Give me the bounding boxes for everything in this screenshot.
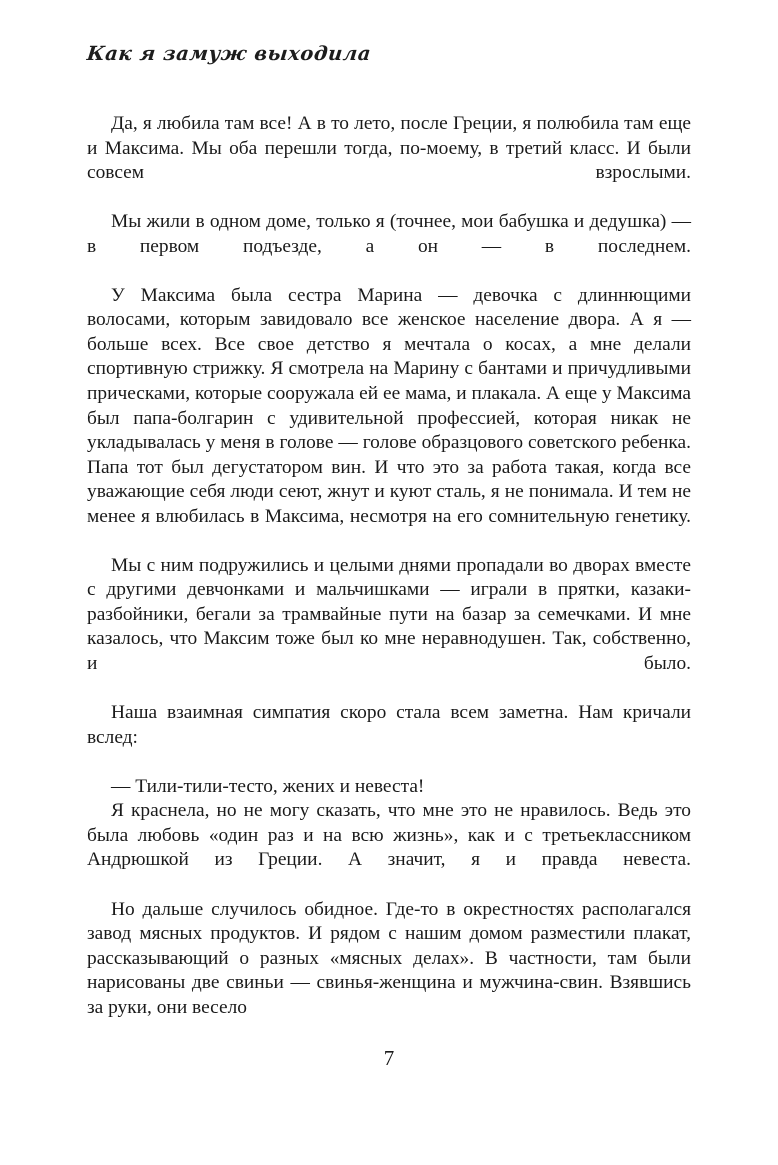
paragraph: Да, я любила там все! А в то лето, после Греции, я полюбила там еще и Максима. Мы оба перешли тогда, по-моему, в третий класс. И были совсем взрослыми. xyxy=(87,113,691,184)
paragraph: Мы с ним подружились и целыми днями пропадали во дворах вместе с другими девчонками и мальчишками — играли в прятки, казаки-разбойники, бегали за трамвайные пути на базар за семечками. И мне казалось, что Максим тоже был ко мне неравнодушен. Так, собственно, и было. xyxy=(87,554,691,675)
page-number: 7 xyxy=(383,1046,395,1070)
dialogue-line: — Тили-тили-тесто, жених и невеста! xyxy=(111,775,425,797)
paragraph: Но дальше случилось обидное. Где-то в окрестностях располагался завод мясных продуктов. И рядом с нашим домом разместили плакат, рассказывающий о разных «мясных делах». В частности, там были нарисованы две свиньи — свинья-женщина и мужчина-свин. Взявшись за руки, они весело xyxy=(87,898,691,1018)
paragraph: Наша взаимная симпатия скоро стала всем заметна. Нам кричали вслед: xyxy=(87,702,691,748)
running-head: Как я замуж выходила xyxy=(85,42,373,65)
paragraph: У Максима была сестра Марина — девочка с длиннющими волосами, которым завидовало все женское население двора. А я — больше всех. Все свое детство я мечтала о косах, а мне делали спортивную стрижку. Я смотрела на Марину с бантами и причудливыми прическами, которые сооружала ей ее мама, и плакала. А еще у Максима был папа-болгарин с удивительной профессией, которая никак не укладывалась у меня в голове — голове образцового советского ребенка. Папа тот был дегустатором вин. И что это за работа такая, когда все уважающие себя люди сеют, жнут и куют сталь, я не понимала. И тем не менее я влюбилась в Максима, несмотря на его сомнительную генетику. xyxy=(87,284,691,527)
body-text-block xyxy=(87,112,691,1020)
paragraph: Мы жили в одном доме, только я (точнее, мои бабушка и дедушка) — в первом подъезде, а он — в последнем. xyxy=(87,211,691,257)
paragraph: Я краснела, но не могу сказать, что мне это не нравилось. Ведь это была любовь «один раз и на всю жизнь», как и с третьеклассником Андрюшкой из Греции. А значит, я и правда невеста. xyxy=(87,800,691,871)
